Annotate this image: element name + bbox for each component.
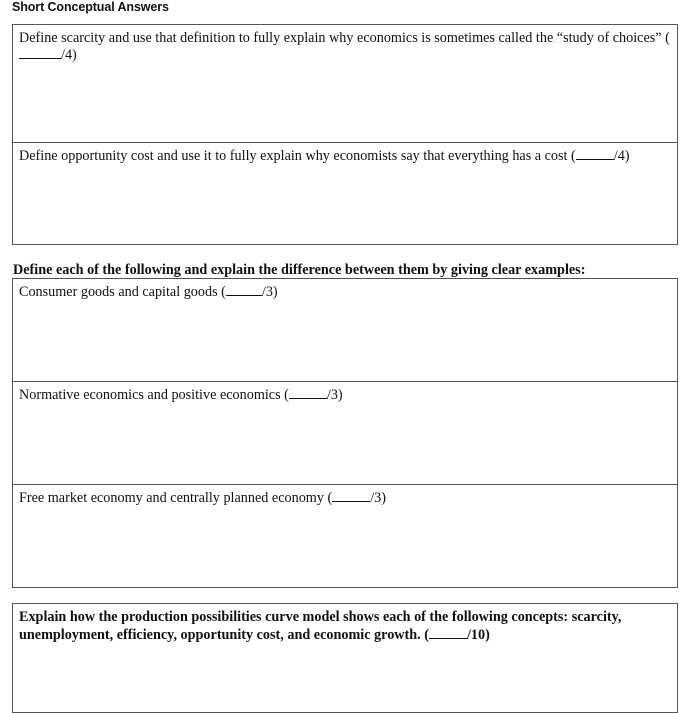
question-points: /10): [466, 627, 490, 643]
answer-box-consumer-capital-goods[interactable]: [12, 278, 678, 382]
question-text: Explain how the production possibilities curve model shows each of the following concepts: scarcity, unemployment, efficiency, opportunity cost, and economic growth. (: [19, 609, 622, 643]
question-prompt-scarcity: [13, 25, 677, 64]
question-points: /3): [261, 284, 278, 300]
question-prompt-market-planned-economy: [13, 485, 677, 507]
question-points: /3): [370, 490, 386, 506]
score-blank: [19, 47, 61, 59]
answer-box-scarcity[interactable]: [12, 24, 678, 143]
question-text: Consumer goods and capital goods (: [19, 284, 226, 300]
answer-box-opportunity-cost[interactable]: [12, 142, 678, 245]
answer-box-normative-positive[interactable]: [12, 381, 678, 485]
score-blank: [429, 627, 467, 639]
question-text: Free market economy and centrally planned economy (: [19, 490, 333, 506]
question-prompt-opportunity-cost: [13, 143, 677, 165]
question-points: /3): [326, 387, 343, 403]
section-heading: Short Conceptual Answers: [12, 0, 169, 14]
answer-box-ppc-model[interactable]: [12, 603, 678, 713]
question-points: /4): [613, 148, 630, 164]
answer-box-market-planned-economy[interactable]: [12, 484, 678, 588]
question-text: Normative economics and positive economics (: [19, 387, 289, 403]
question-points: /4): [61, 47, 77, 63]
score-blank: [332, 490, 370, 502]
score-blank: [576, 148, 614, 160]
question-text: Define opportunity cost and use it to fully explain why economists say that everything has a cost (: [19, 148, 576, 164]
score-blank: [226, 284, 262, 296]
subheading-define-differences: Define each of the following and explain the difference between them by giving clear examples:: [13, 262, 586, 278]
score-blank: [289, 387, 327, 399]
question-prompt-consumer-capital-goods: [13, 279, 677, 301]
question-text: Define scarcity and use that definition to fully explain why economics is sometimes called the “study of choices” (: [19, 30, 670, 46]
question-prompt-ppc-model: [13, 604, 677, 644]
question-prompt-normative-positive: [13, 382, 677, 404]
